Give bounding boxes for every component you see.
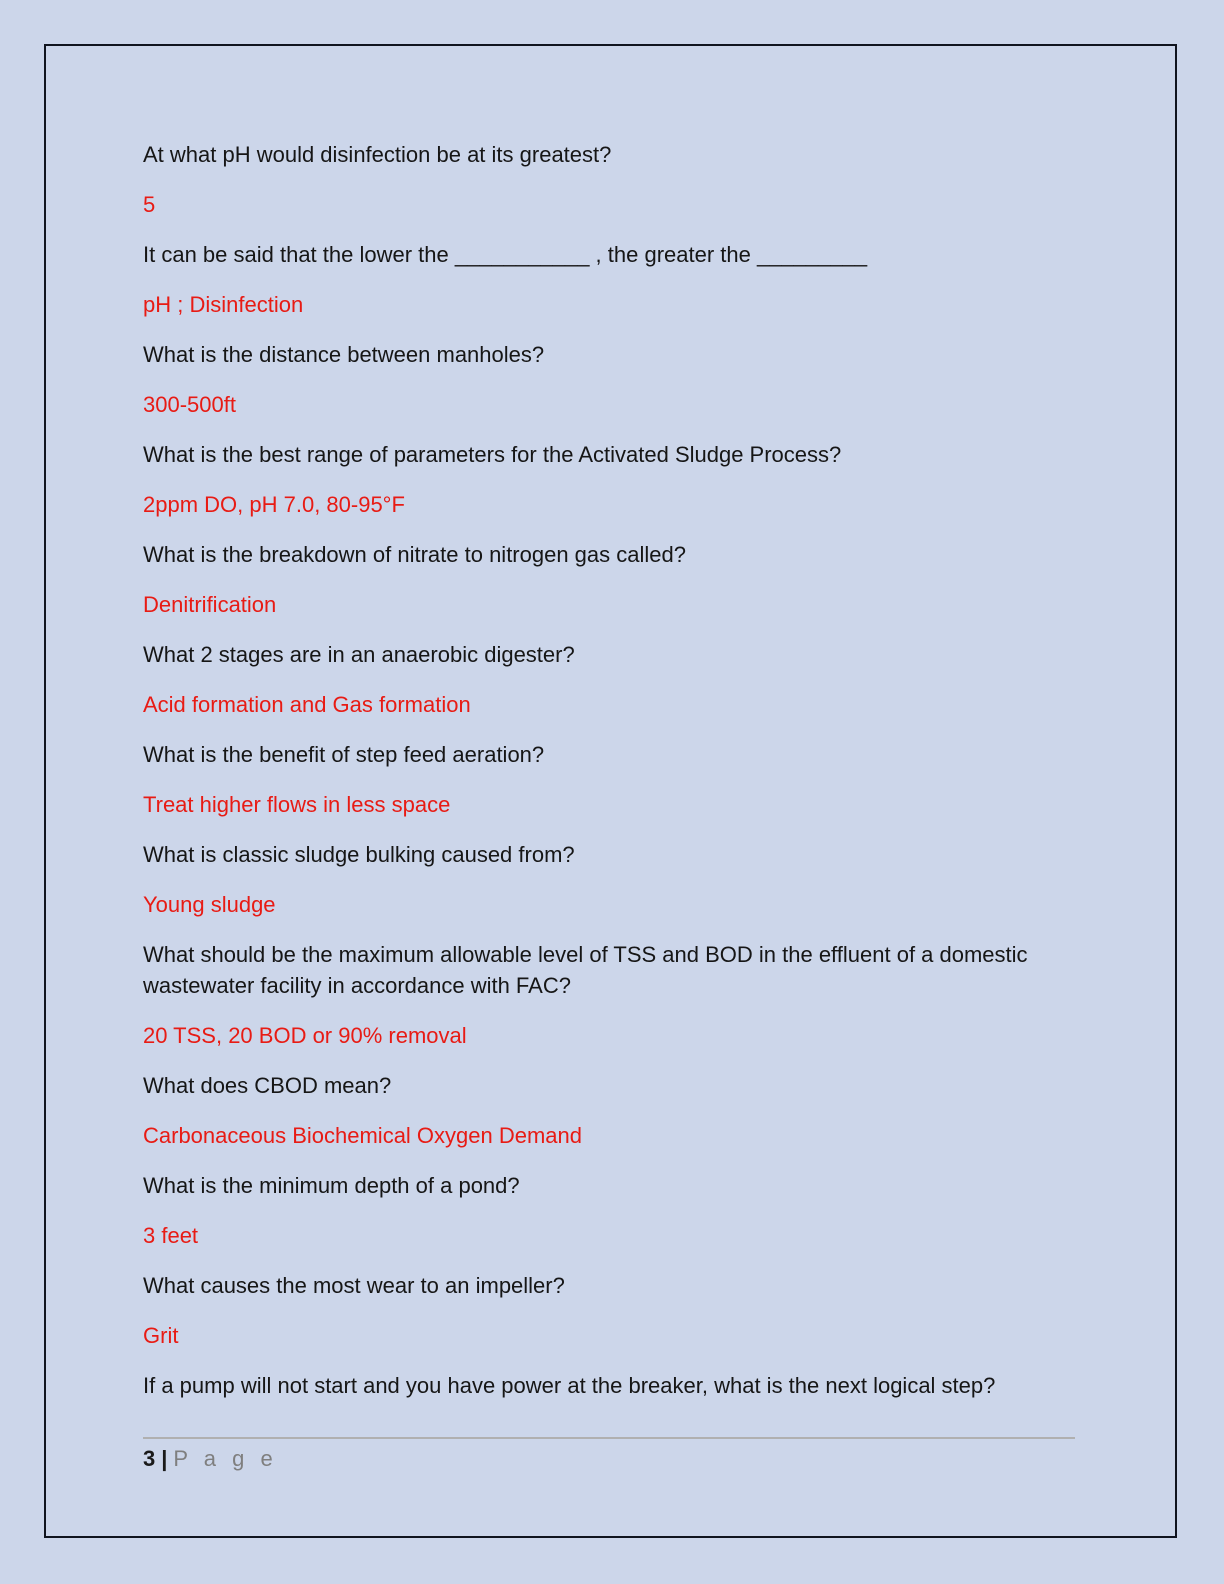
question-text: What is the breakdown of nitrate to nitrogen gas called? (143, 542, 686, 567)
question-text: At what pH would disinfection be at its greatest? (143, 142, 612, 167)
footer-divider (143, 1437, 1075, 1439)
question-text: What is the minimum depth of a pond? (143, 1173, 520, 1198)
question-text: If a pump will not start and you have power at the breaker, what is the next logical step? (143, 1373, 996, 1398)
answer-text: Treat higher flows in less space (143, 792, 451, 817)
answer-text: 3 feet (143, 1223, 199, 1248)
answer-text: Young sludge (143, 892, 276, 917)
question-text: What is the best range of parameters for the Activated Sludge Process? (143, 442, 842, 467)
footer-label: P a g e (173, 1446, 278, 1471)
question-text: What is classic sludge bulking caused from? (143, 842, 575, 867)
question-text: What is the benefit of step feed aeration? (143, 742, 545, 767)
question-text: What does CBOD mean? (143, 1073, 392, 1098)
answer-text: pH ; Disinfection (143, 292, 304, 317)
page-footer (143, 1444, 278, 1474)
question-text: What should be the maximum allowable level of TSS and BOD in the effluent of a domestic wastewater facility in accordance with FAC? (143, 942, 1028, 998)
answer-text: Carbonaceous Biochemical Oxygen Demand (143, 1123, 583, 1148)
answer-text: 300-500ft (143, 392, 236, 417)
question-text: It can be said that the lower the ___________ , the greater the _________ (143, 242, 868, 267)
page-number: 3 (143, 1446, 156, 1471)
answer-text: 2ppm DO, pH 7.0, 80-95°F (143, 492, 405, 517)
answer-text: Grit (143, 1323, 179, 1348)
answer-text: 20 TSS, 20 BOD or 90% removal (143, 1023, 467, 1048)
qa-list (143, 139, 1081, 1420)
answer-text: Acid formation and Gas formation (143, 692, 471, 717)
question-text: What 2 stages are in an anaerobic digester? (143, 642, 575, 667)
question-text: What is the distance between manholes? (143, 342, 545, 367)
answer-text: Denitrification (143, 592, 277, 617)
question-text: What causes the most wear to an impeller? (143, 1273, 565, 1298)
answer-text: 5 (143, 192, 156, 217)
footer-separator: | (161, 1446, 168, 1471)
